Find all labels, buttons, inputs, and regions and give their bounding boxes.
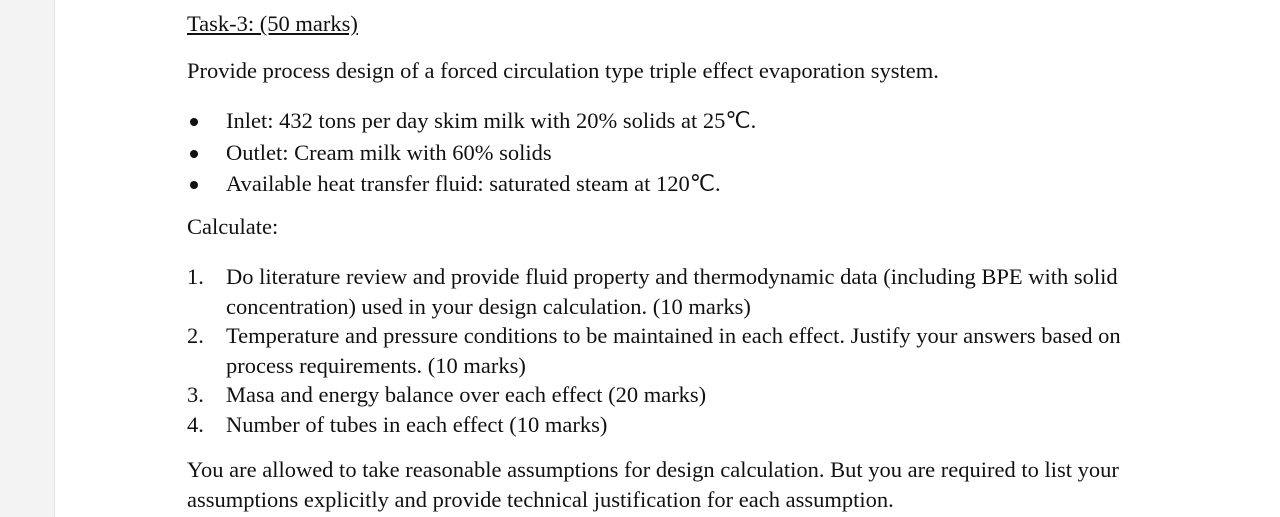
bullet-item [187,105,756,137]
bullet-text: Inlet: 432 tons per day skim milk with 20% solids at 25℃. [226,108,757,133]
numbered-item [187,410,1187,440]
intro-paragraph: Provide process design of a forced circulation type triple effect evaporation system. [187,58,939,83]
closing-paragraph: You are allowed to take reasonable assumptions for design calculation. But you are required to list your assumptions explicitly and provide technical justification for each assumption. [187,457,1119,512]
bullet-icon [190,118,198,126]
item-text: Number of tubes in each effect (10 marks) [226,411,608,437]
calculate-label: Calculate: [187,214,279,239]
item-text: Do literature review and provide fluid property and thermodynamic data (including BPE with solid concentration) used in your design calculation. (10 marks) [226,264,1118,319]
spec-bullet-list [187,105,756,200]
bullet-text: Available heat transfer fluid: saturated steam at 120℃. [226,171,721,196]
task-title: Task-3: (50 marks) [187,11,358,36]
bullet-item [187,168,756,200]
item-number: 2. [187,323,204,348]
numbered-item [187,321,1187,380]
bullet-icon [190,150,198,158]
item-number: 3. [187,382,204,407]
bullet-icon [190,181,198,189]
item-number: 1. [187,264,204,289]
numbered-item [187,380,1187,410]
document-page [54,0,1280,517]
bullet-item [187,137,756,169]
item-number: 4. [187,411,204,437]
item-text: Temperature and pressure conditions to be maintained in each effect. Justify your answers based on process requirements. (10 marks) [226,323,1121,378]
task-numbered-list [187,262,1187,439]
item-text: Masa and energy balance over each effect (20 marks) [226,382,707,407]
bullet-text: Outlet: Cream milk with 60% solids [226,139,552,165]
numbered-item [187,262,1187,321]
